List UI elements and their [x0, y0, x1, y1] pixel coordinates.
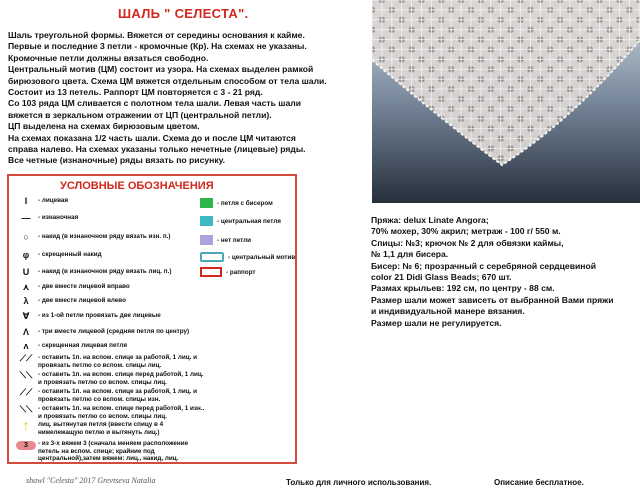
cable-4-icon: ⟍⟍	[19, 404, 33, 414]
twisted-knit-icon: ᴧ	[23, 341, 29, 351]
yarn-specs	[371, 215, 637, 329]
legend-text: - оставить 1п. на вспом. спице за работой, 1 лиц. и провязать петлю со вспом. спицы лиц.	[38, 354, 198, 369]
intro-line: Состоит из 13 петель. Раппорт ЦМ повторяется с 3 - 21 ряд.	[8, 87, 263, 98]
legend-title: УСЛОВНЫЕ ОБОЗНАЧЕНИЯ	[60, 180, 214, 192]
cable-3-icon: ⟋⟋	[19, 387, 33, 397]
intro-line: На схемах показана 1/2 часть шали. Схема до и после ЦМ читаются	[8, 132, 296, 143]
legend-row	[14, 312, 208, 320]
legend-row	[200, 267, 256, 277]
legend-text: - скрещенный накид	[38, 251, 102, 258]
legend-text: - раппорт	[226, 268, 256, 276]
free-description-note: Описание бесплатное.	[494, 478, 584, 487]
repeat-swatch	[200, 267, 222, 277]
legend-text: - оставить 1п. на вспом. спице за работой, 1 лиц. и провязать петлю со вспом. спицы изн.	[38, 388, 198, 403]
spec-line: Бисер: № 6; прозрачный с серебряной сердцевиной	[371, 260, 596, 271]
legend-row	[200, 198, 273, 208]
legend-row	[200, 216, 281, 226]
legend-row	[14, 405, 208, 420]
yarn-over-icon: ○	[23, 232, 29, 242]
intro-line: Шаль треугольной формы. Вяжется от середины основания к кайме.	[8, 30, 305, 40]
center-motif-swatch	[200, 252, 224, 262]
intro-line: Все четные (изнаночные) ряды вязать по рисунку.	[8, 155, 226, 166]
three-from-three-icon	[14, 440, 38, 450]
shawl-photo	[372, 0, 640, 203]
legend-text: - центральная петля	[217, 217, 281, 225]
legend-row	[14, 417, 208, 436]
legend-row	[200, 252, 295, 262]
legend-text: - нет петли	[217, 236, 251, 244]
intro-line: Центральный мотив (ЦМ) состоит из узора. На схемах выделен рамкой	[8, 64, 314, 75]
legend-row	[14, 388, 208, 403]
crossed-yarn-over-icon: φ	[22, 250, 30, 260]
purl-stitch-icon: —	[21, 213, 31, 223]
spec-line: Размер шали не регулируется.	[371, 317, 502, 328]
k3tog-center-icon: Λ	[22, 327, 29, 337]
yarn-over-knit-icon: U	[22, 267, 30, 277]
three-from-three-badge: 3	[16, 441, 36, 450]
legend-text: - центральный мотив	[228, 253, 296, 261]
legend-row	[14, 354, 208, 369]
elongated-stitch-icon: ↑	[22, 417, 30, 433]
intro-line: ЦП выделена на схемах бирюзовым цветом.	[8, 121, 200, 132]
spec-line: 70% мохер, 30% акрил; метраж - 100 г/ 550 м.	[371, 226, 561, 237]
spec-line: Спицы: №3; крючок № 2 для обвязки каймы,	[371, 237, 564, 248]
legend-text: - изнаночная	[38, 214, 79, 221]
legend-text: - из 3-х вяжем 3 (сначала меняем расположение петель на вспом. спице; крайние под центральной),затем вяжем: лиц., накид, лиц.	[38, 440, 189, 462]
intro-line: Со 103 ряда ЦМ сливается с полотном тела шали. Левая часть шали	[8, 98, 301, 109]
intro-line: бирюзового цвета. Схема ЦМ вяжется отдельным способом от тела шали.	[8, 75, 327, 86]
legend-row	[14, 233, 208, 241]
k2tog-left-icon: λ	[23, 296, 29, 306]
legend-row	[14, 371, 208, 386]
legend-text: - накид (в изнаночном ряду вязать лиц. п.)	[38, 268, 172, 275]
legend-row	[14, 328, 208, 336]
author-signature: shawl "Celesta" 2017 Grevtseva Natalia	[26, 476, 156, 485]
spec-line: и индивидуальной манере вязания.	[371, 306, 525, 317]
spec-line: Пряжа: delux Linate Angora;	[371, 215, 489, 225]
legend-text: лиц. вытянутая петля (ввести спицу в 4 нижележащую петлю и вытянуть лиц.)	[38, 421, 164, 436]
legend-text: - скрещенная лицевая петля	[38, 342, 128, 349]
legend-text: - две вместе лицевой влево	[38, 297, 126, 304]
legend-row	[14, 440, 208, 463]
legend-text: - из 1-ой петли провязать две лицевые	[38, 312, 161, 319]
legend-text: - петля с бисером	[217, 199, 273, 207]
legend-row	[14, 197, 208, 205]
cable-2-icon: ⟍⟍	[19, 370, 33, 380]
shawl-lace-image	[372, 0, 640, 203]
legend-text: - накид (в изнаночном ряду вязать изн. п.)	[38, 233, 171, 240]
intro-line: Первые и последние 3 петли - кромочные (Кр). На схемах не указаны.	[8, 41, 307, 52]
intro-line: справа налево. На схемах указаны только нечетные (лицевые) ряды.	[8, 144, 306, 155]
personal-use-note: Только для личного использования.	[286, 478, 432, 487]
cable-1-icon: ⟋⟋	[19, 353, 33, 363]
legend-row	[14, 283, 208, 291]
legend-row	[14, 268, 208, 276]
knit-stitch-icon: I	[24, 196, 28, 206]
legend-text: - лицевая	[38, 197, 69, 204]
intro-line: вяжется в зеркальном отражении от ЦП (центральной петли).	[8, 109, 272, 120]
legend-row	[14, 342, 208, 350]
center-stitch-swatch	[200, 216, 213, 226]
legend-text: - оставить 1п. на вспом. спице перед работой, 1 лиц. и провязать петлю со вспом. спицы лиц.	[38, 371, 204, 386]
from-one-icon: ∀	[22, 311, 30, 321]
spec-line: Размер шали может зависеть от выбранной Вами пряжи	[371, 294, 614, 305]
no-stitch-swatch	[200, 235, 213, 245]
k2tog-right-icon: ⋏	[22, 282, 30, 292]
legend-row	[14, 251, 208, 259]
legend-text: - оставить 1п. на вспом. спице перед работой, 1 изн.. и провязать петлю со вспом. спицы лиц.	[38, 405, 205, 420]
legend-row	[14, 214, 208, 222]
legend-text: - три вместе лицевой (средняя петля по центру)	[38, 328, 190, 335]
legend-text: - две вместе лицевой вправо	[38, 283, 130, 290]
legend-row	[14, 297, 208, 305]
spec-line: Размах крыльев: 192 см, по центру - 88 см.	[371, 283, 555, 294]
spec-line: № 1,1 для бисера.	[371, 249, 449, 260]
intro-text	[8, 30, 370, 167]
intro-line: Кромочные петли должны вязаться свободно.	[8, 52, 209, 63]
page-title: ШАЛЬ " СЕЛЕСТА".	[118, 6, 249, 21]
bead-stitch-swatch	[200, 198, 213, 208]
spec-line: color 21 Didi Glass Beads; 670 шт.	[371, 272, 512, 283]
legend-row	[200, 235, 251, 245]
